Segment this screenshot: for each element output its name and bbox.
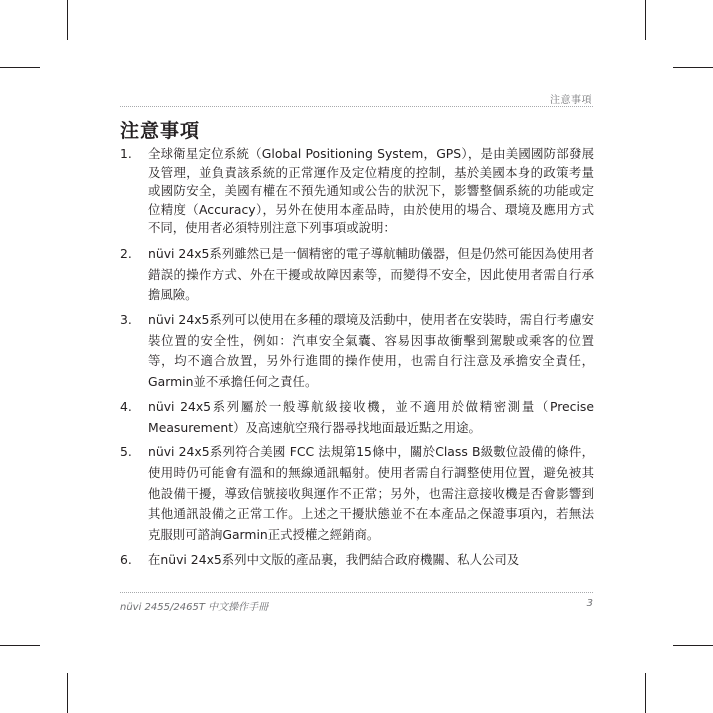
footer-product-title: nüvi 2455/2465T 中文操作手冊: [120, 602, 269, 613]
note-number: 3.: [120, 312, 132, 328]
note-number: 6.: [120, 551, 132, 567]
note-text: nüvi 24x5系列屬於一般導航級接收機，並不適用於做精密測量（Precise Measurement）及高速航空飛行器尋找地面最近點之用途。: [148, 398, 594, 435]
header-rule: [120, 106, 593, 107]
crop-mark-bottom-left-vertical: [67, 673, 68, 713]
note-number: 5.: [120, 444, 132, 460]
crop-mark-bottom-right-vertical: [645, 673, 646, 713]
note-text: nüvi 24x5系列符合美國 FCC 法規第15條中，關於Class B級數位設備的條件，使用時仍可能會有溫和的無線通訊輻射。使用者需自行調整使用位置，避免被其他設備干擾，導致信號接收與運作不正常；另外，也需注意接收機是否會影響到其他通訊設備之正常工作。上述之干擾狀態並不在本產品之保證事項內，若無法克服則可諮詢Garmin正式授權之經銷商。: [148, 444, 594, 543]
note-item: [120, 244, 594, 306]
note-item: [120, 145, 594, 238]
crop-mark-top-left-vertical: [67, 0, 68, 40]
running-head: 注意事項: [550, 95, 592, 106]
page-title: 注意事項: [120, 120, 201, 142]
crop-mark-top-right-horizontal: [673, 67, 713, 68]
note-item: [120, 397, 594, 438]
note-text: nüvi 24x5系列可以使用在多種的環境及活動中，使用者在安裝時，需自行考慮安裝位置的安全性，例如：汽車安全氣囊、容易因事故衝擊到駕駛或乘客的位置等，均不適合放置，另外行進間的操作使用，也需自行注意及承擔安全責任，Garmin並不承擔任何之責任。: [148, 312, 594, 390]
crop-mark-top-right-vertical: [645, 0, 646, 40]
footer-rule: [120, 592, 593, 593]
note-item: [120, 310, 594, 393]
notes-list: [120, 145, 594, 575]
note-text: 在nüvi 24x5系列中文版的產品裏，我們結合政府機關、私人公司及: [148, 551, 520, 567]
note-number: 2.: [120, 245, 132, 261]
note-item: [120, 550, 594, 571]
crop-mark-bottom-left-horizontal: [0, 645, 40, 646]
crop-mark-bottom-right-horizontal: [673, 645, 713, 646]
page-number: 3: [586, 598, 593, 609]
note-text: nüvi 24x5系列雖然已是一個精密的電子導航輔助儀器，但是仍然可能因為使用者錯誤的操作方式、外在干擾或故障因素等，而變得不安全，因此使用者需自行承擔風險。: [148, 245, 594, 303]
note-number: 4.: [120, 398, 132, 414]
crop-mark-top-left-horizontal: [0, 67, 40, 68]
note-text: 全球衛星定位系統（Global Positioning System，GPS），是由美國國防部發展及管理，並負責該系統的正常運作及定位精度的控制，基於美國本身的政策考量或國防安全，美國有權在不預先通知或公告的狀況下，影響整個系統的功能或定位精度（Accuracy），另外在使用本產品時，由於使用的場合、環境及應用方式不同，使用者必須特別注意下列事項或說明：: [148, 146, 594, 236]
note-item: [120, 442, 594, 546]
note-number: 1.: [120, 146, 132, 161]
